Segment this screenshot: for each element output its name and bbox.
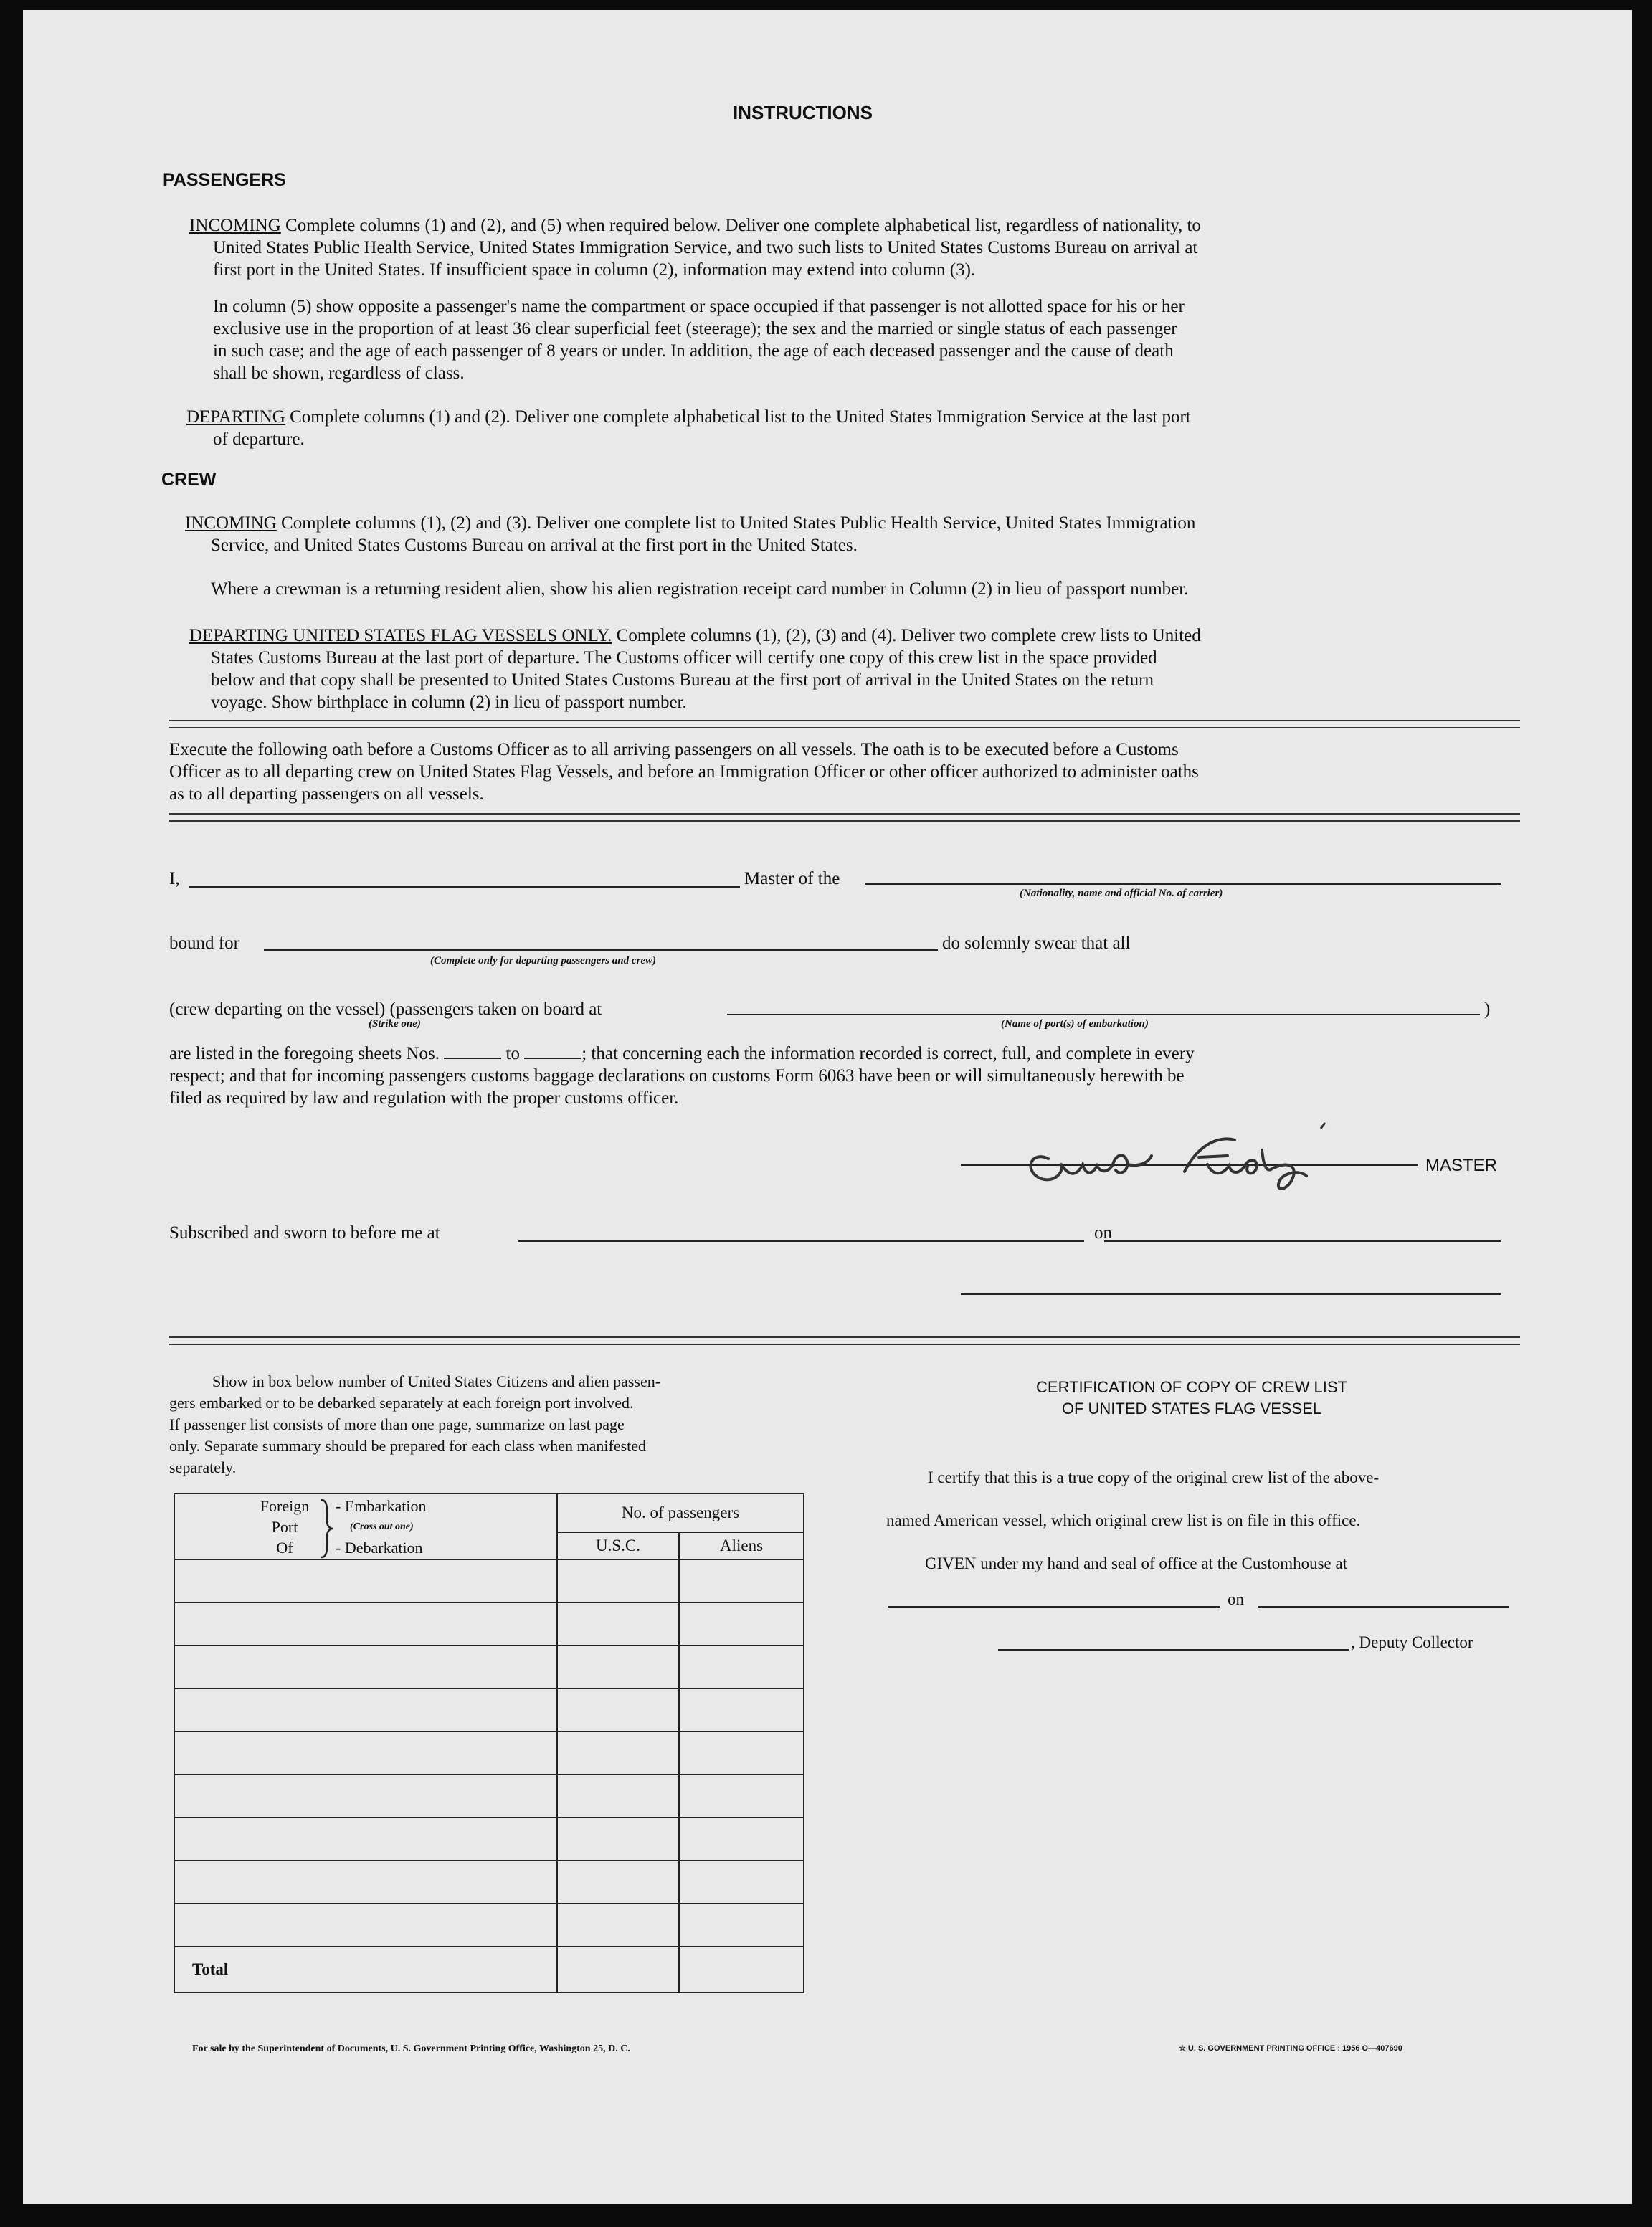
master-of-the-label: Master of the — [744, 869, 840, 888]
port-cell[interactable] — [174, 1689, 557, 1732]
divider — [169, 720, 1520, 728]
summary-instructions-line1: Show in box below number of United States Citizens and alien passen- — [212, 1372, 661, 1390]
embarkation-ports-field[interactable] — [727, 1014, 1480, 1015]
oath-intro-line2: Officer as to all departing crew on United States Flag Vessels, and before an Immigration Officer or other officer authorized to administer oaths — [169, 762, 1199, 782]
usc-cell[interactable] — [557, 1602, 679, 1646]
passengers-incoming-line2: United States Public Health Service, United States Immigration Service, and two such lists to United States Customs Bureau on arrival at — [213, 238, 1198, 257]
usc-cell[interactable] — [557, 1689, 679, 1732]
footer-right: ☆ U. S. GOVERNMENT PRINTING OFFICE : 1956 O—407690 — [1179, 2044, 1402, 2053]
passengers-incoming-label: INCOMING — [189, 216, 281, 235]
crew-departing-label: DEPARTING UNITED STATES FLAG VESSELS ONLY. — [189, 626, 612, 645]
table-row — [174, 1775, 804, 1818]
usc-cell[interactable] — [557, 1732, 679, 1775]
aliens-cell[interactable] — [679, 1818, 804, 1861]
column5-line3: in such case; and the age of each passenger of 8 years or under. In addition, the age of each deceased passenger and the cause of death — [213, 341, 1174, 361]
crew-departing-line4: voyage. Show birthplace in column (2) in lieu of passport number. — [211, 693, 687, 712]
table-row — [174, 1602, 804, 1646]
usc-cell[interactable] — [557, 1646, 679, 1689]
summary-instructions-line4: only. Separate summary should be prepared for each class when manifested — [169, 1437, 647, 1455]
certify-line3: GIVEN under my hand and seal of office at the Customhouse at — [925, 1554, 1348, 1572]
nationality-caption: (Nationality, name and official No. of carrier) — [1020, 888, 1223, 899]
page-title: INSTRUCTIONS — [733, 102, 873, 123]
passengers-departing-label: DEPARTING — [186, 407, 285, 427]
brace-icon — [318, 1499, 336, 1559]
certification-heading — [998, 1377, 1385, 1420]
aliens-cell[interactable] — [679, 1861, 804, 1904]
port-cell[interactable] — [174, 1646, 557, 1689]
sworn-date-field[interactable] — [1104, 1240, 1501, 1242]
total-aliens-cell[interactable] — [679, 1947, 804, 1993]
of-label: Of — [276, 1539, 293, 1557]
foreign-label: Foreign — [260, 1497, 310, 1515]
deputy-collector-field[interactable] — [998, 1649, 1349, 1651]
sheets-line — [169, 1043, 1532, 1065]
close-paren: ) — [1484, 999, 1491, 1019]
port-cell[interactable] — [174, 1818, 557, 1861]
ports-caption: (Name of port(s) of embarkation) — [1001, 1018, 1149, 1030]
divider — [169, 813, 1520, 822]
passenger-summary-table — [174, 1493, 804, 1993]
divider — [169, 1336, 1520, 1345]
solemnly-swear-label: do solemnly swear that all — [942, 934, 1131, 953]
embarkation-label: - Embarkation — [336, 1497, 427, 1515]
crew-alien-note: Where a crewman is a returning resident alien, show his alien registration receipt card number in Column (2) in lieu of passport number. — [211, 579, 1189, 599]
usc-cell[interactable] — [557, 1559, 679, 1602]
passengers-heading: PASSENGERS — [163, 170, 286, 190]
aliens-cell[interactable] — [679, 1904, 804, 1947]
port-cell[interactable] — [174, 1775, 557, 1818]
usc-cell[interactable] — [557, 1775, 679, 1818]
crew-heading: CREW — [161, 470, 217, 490]
crew-departing-line2: States Customs Bureau at the last port of departure. The Customs officer will certify one copy of this crew list in the space provided — [211, 648, 1157, 668]
oath-intro-line1: Execute the following oath before a Customs Officer as to all arriving passengers on all vessels. The oath is to be executed before a Customs — [169, 740, 1179, 759]
column5-line1: In column (5) show opposite a passenger's name the compartment or space occupied if that passenger is not allotted space for his or her — [213, 297, 1185, 316]
aliens-header: Aliens — [679, 1532, 804, 1559]
table-row — [174, 1689, 804, 1732]
passengers-departing-line2: of departure. — [213, 429, 305, 449]
usc-cell[interactable] — [557, 1818, 679, 1861]
port-cell[interactable] — [174, 1602, 557, 1646]
port-cell[interactable] — [174, 1904, 557, 1947]
master-name-field[interactable] — [189, 886, 740, 888]
total-usc-cell[interactable] — [557, 1947, 679, 1993]
total-label: Total — [174, 1947, 557, 1993]
cross-out-caption: (Cross out one) — [350, 1521, 414, 1532]
crew-departing-text: Complete columns (1), (2), (3) and (4). Deliver two complete crew lists to United — [616, 626, 1201, 645]
master-signature — [1020, 1121, 1421, 1207]
subscribed-label: Subscribed and sworn to before me at — [169, 1223, 440, 1243]
crew-incoming-line2: Service, and United States Customs Bureau on arrival at the first port in the United States. — [211, 536, 858, 555]
usc-cell[interactable] — [557, 1904, 679, 1947]
crew-departing — [189, 625, 1537, 647]
crew-departing-line3: below and that copy shall be presented to United States Customs Bureau at the first port of arrival in the United States on the return — [211, 670, 1154, 690]
table-row — [174, 1559, 804, 1602]
sheet-from-field[interactable] — [444, 1043, 501, 1059]
passengers-incoming-line3: first port in the United States. If insufficient space in column (2), information may extend into column (3). — [213, 260, 976, 280]
port-cell[interactable] — [174, 1732, 557, 1775]
certification-heading-line2: OF UNITED STATES FLAG VESSEL — [1061, 1400, 1322, 1418]
foreign-port-header — [174, 1494, 557, 1559]
summary-instructions — [169, 1371, 660, 1478]
strike-one-caption: (Strike one) — [369, 1018, 421, 1030]
certify-line2: named American vessel, which original crew list is on file in this office. — [886, 1511, 1361, 1529]
column5-line4: shall be shown, regardless of class. — [213, 364, 465, 383]
port-cell[interactable] — [174, 1559, 557, 1602]
footer-left: For sale by the Superintendent of Documents, U. S. Government Printing Office, Washington 25, D. C. — [192, 2043, 630, 2054]
bound-for-label: bound for — [169, 934, 239, 953]
deputy-collector-label: , Deputy Collector — [1351, 1633, 1473, 1651]
total-row — [174, 1947, 804, 1993]
column5-line2: exclusive use in the proportion of at least 36 clear superficial feet (steerage); the sex and the married or single status of each passenger — [213, 319, 1177, 338]
usc-header: U.S.C. — [557, 1532, 679, 1559]
oath-intro-line3: as to all departing passengers on all vessels. — [169, 784, 484, 804]
master-label: MASTER — [1425, 1156, 1498, 1175]
sheet-to-field[interactable] — [524, 1043, 581, 1059]
customhouse-field[interactable] — [888, 1606, 1220, 1608]
aliens-cell[interactable] — [679, 1559, 804, 1602]
aliens-cell[interactable] — [679, 1602, 804, 1646]
crew-incoming-text: Complete columns (1), (2) and (3). Deliver one complete list to United States Public Health Service, United States Immigration — [281, 513, 1196, 533]
to-label: to — [505, 1044, 520, 1063]
sworn-place-field[interactable] — [518, 1240, 1084, 1242]
usc-cell[interactable] — [557, 1861, 679, 1904]
aliens-cell[interactable] — [679, 1646, 804, 1689]
no-of-passengers-header: No. of passengers — [557, 1494, 804, 1532]
port-label: Port — [271, 1518, 298, 1536]
table-row — [174, 1861, 804, 1904]
passengers-incoming-text: Complete columns (1) and (2), and (5) when required below. Deliver one complete alphabetical list, regardless of nationality, to — [285, 216, 1201, 235]
officer-signature-field[interactable] — [961, 1293, 1501, 1295]
cert-on-label: on — [1228, 1590, 1244, 1608]
document-sheet — [23, 10, 1632, 2204]
cert-date-field[interactable] — [1258, 1606, 1509, 1608]
sworn-on-label: on — [1094, 1223, 1112, 1243]
aliens-cell[interactable] — [679, 1732, 804, 1775]
certification-heading-line1: CERTIFICATION OF COPY OF CREW LIST — [1036, 1378, 1347, 1396]
summary-instructions-line3: If passenger list consists of more than one page, summarize on last page — [169, 1415, 625, 1433]
certify-line1: I certify that this is a true copy of the original crew list of the above- — [928, 1468, 1380, 1486]
passengers-departing-text: Complete columns (1) and (2). Deliver one complete alphabetical list to the United States Immigration Service at the last port — [290, 407, 1191, 427]
crew-incoming — [185, 512, 1533, 534]
aliens-cell[interactable] — [679, 1689, 804, 1732]
table-row — [174, 1732, 804, 1775]
aliens-cell[interactable] — [679, 1775, 804, 1818]
port-cell[interactable] — [174, 1861, 557, 1904]
sheets-statement: ; that concerning each the information recorded is correct, full, and complete in every — [581, 1044, 1195, 1063]
summary-instructions-line2: gers embarked or to be debarked separately at each foreign port involved. — [169, 1394, 634, 1412]
sheets-label: are listed in the foregoing sheets Nos. — [169, 1044, 440, 1063]
table-row — [174, 1818, 804, 1861]
respect-line: respect; and that for incoming passengers customs baggage declarations on customs Form 6063 have been or will simultaneously herewith be — [169, 1066, 1185, 1086]
passengers-incoming — [189, 214, 1516, 237]
crew-passengers-label: (crew departing on the vessel) (passengers taken on board at — [169, 999, 602, 1019]
table-row — [174, 1646, 804, 1689]
complete-only-caption: (Complete only for departing passengers and crew) — [430, 955, 656, 967]
carrier-field[interactable] — [865, 883, 1501, 885]
oath-i-label: I, — [169, 869, 180, 888]
passengers-departing — [186, 406, 1534, 428]
table-row — [174, 1904, 804, 1947]
debarkation-label: - Debarkation — [336, 1539, 423, 1557]
filed-line: filed as required by law and regulation with the proper customs officer. — [169, 1088, 679, 1108]
bound-for-field[interactable] — [264, 949, 938, 951]
summary-instructions-line5: separately. — [169, 1458, 237, 1476]
crew-incoming-label: INCOMING — [185, 513, 277, 533]
